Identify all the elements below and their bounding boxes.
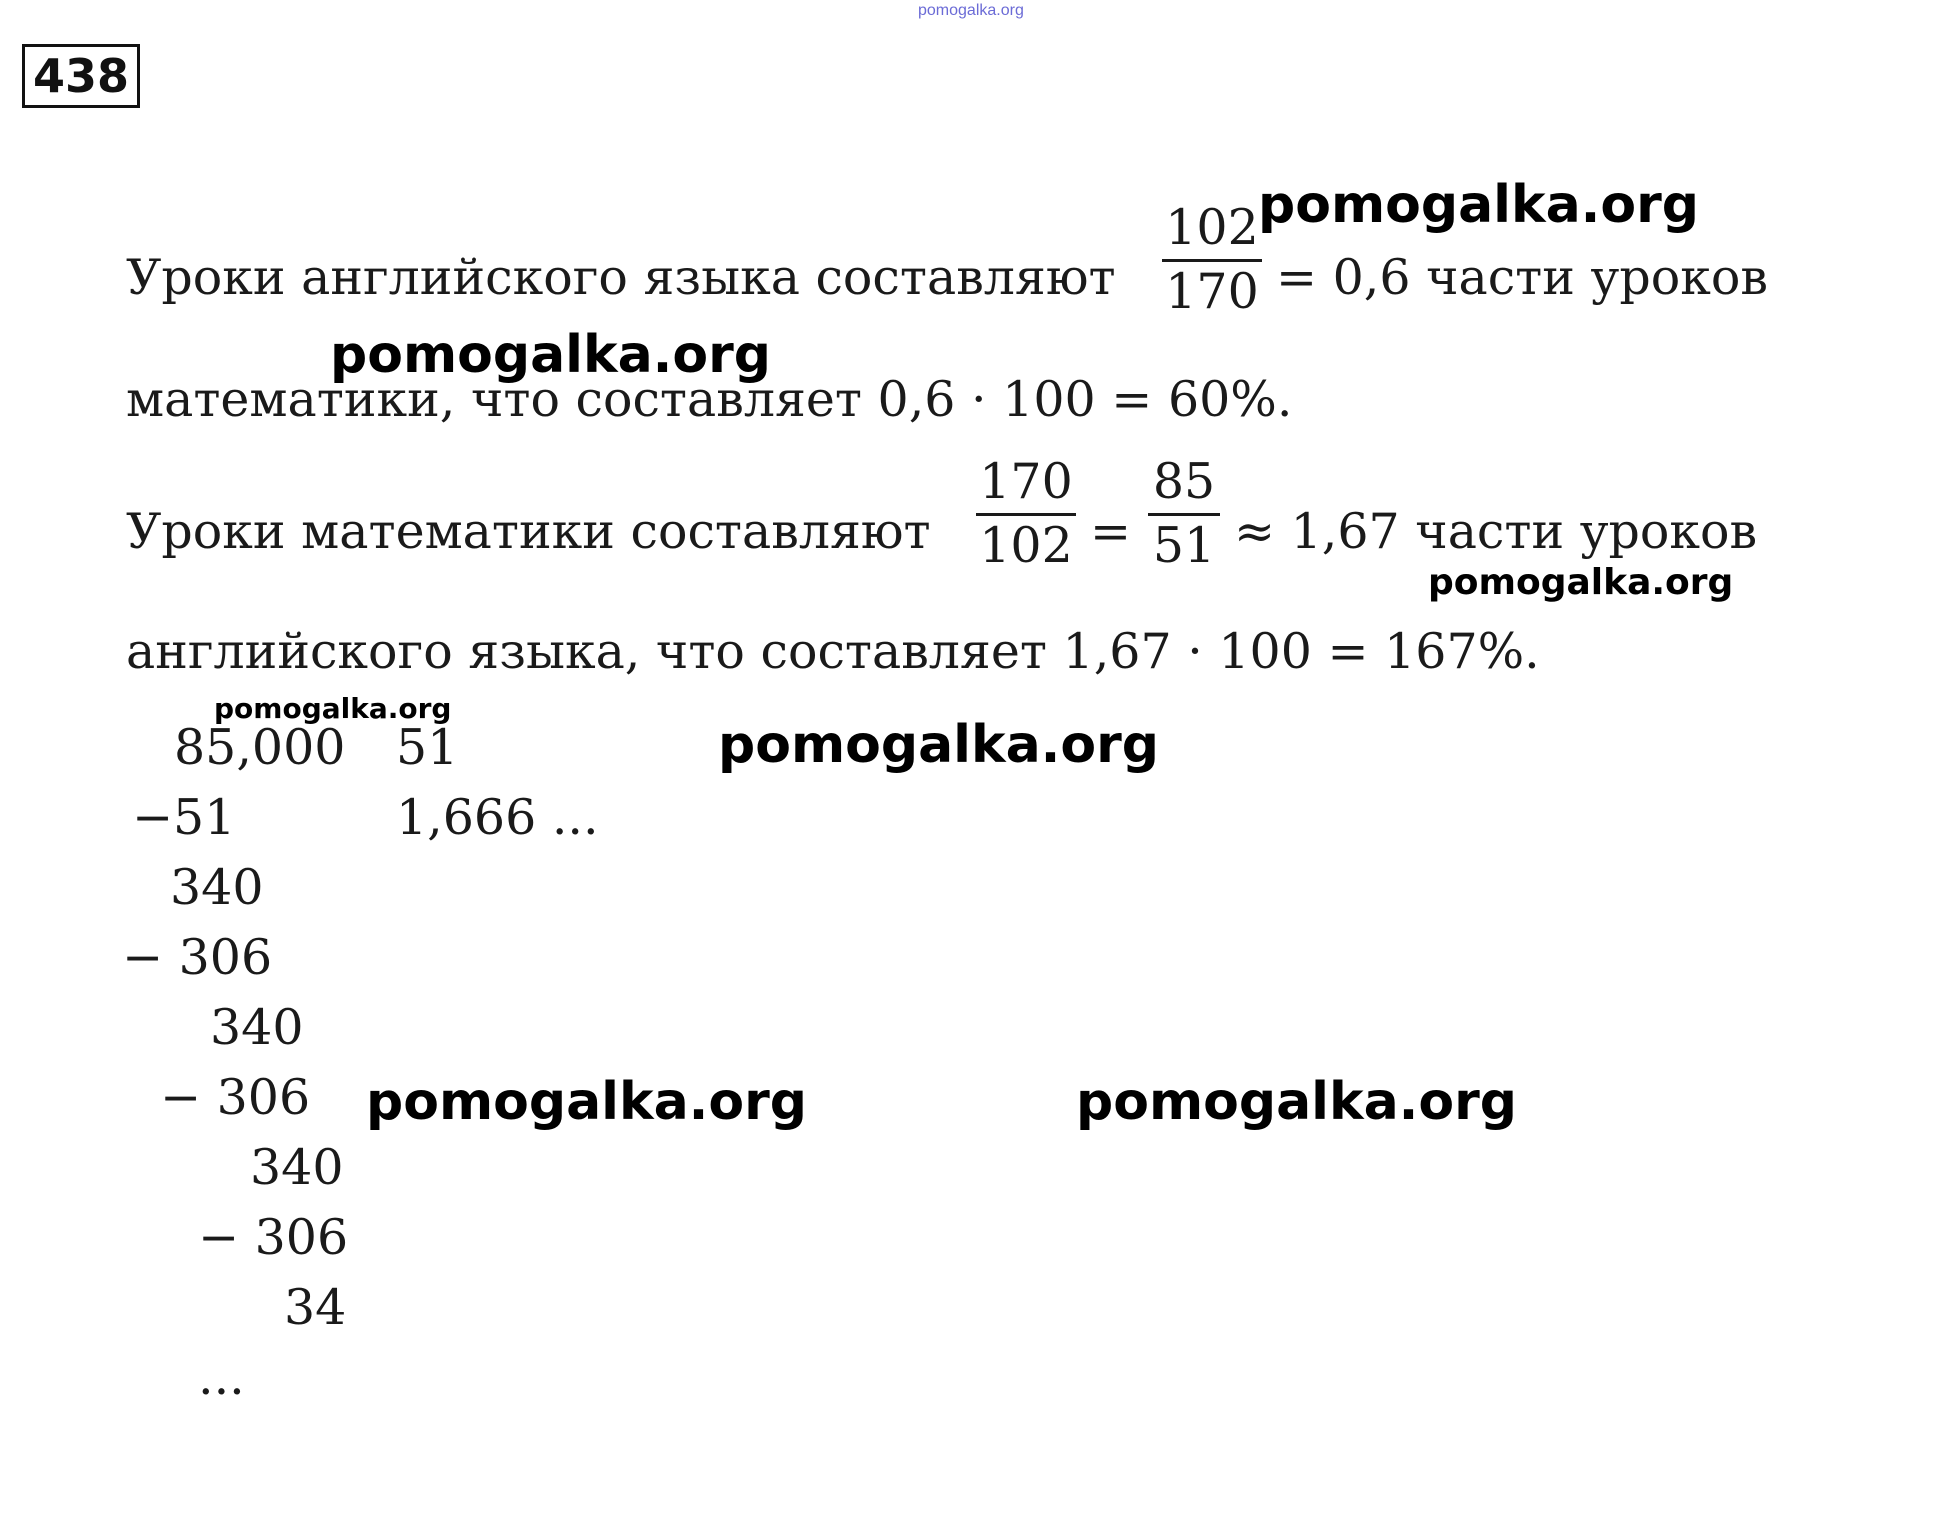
watermark-text: pomogalka.org: [366, 1072, 808, 1132]
division-step: − 306: [122, 929, 273, 986]
fraction-170-102: [976, 454, 1076, 574]
quotient: 1,666 ...: [396, 789, 599, 846]
fraction-denominator: 170: [1165, 263, 1259, 320]
division-step: 34: [284, 1279, 347, 1336]
para2-line1-tail: ≈ 1,67 части уроков: [1234, 503, 1758, 560]
fraction-bar: [1148, 513, 1220, 516]
divisor: 51: [396, 719, 459, 776]
top-watermark: pomogalka.org: [918, 2, 1024, 19]
division-step: −51: [132, 789, 236, 846]
para1-line1-text: Уроки английского языка составляют: [126, 249, 1116, 306]
fraction-denominator: 51: [1152, 517, 1216, 574]
watermark-text: pomogalka.org: [1258, 175, 1700, 235]
para2-line2: английского языка, что составляет 1,67 · 100 = 167%.: [126, 623, 1540, 680]
fraction-85-51: [1148, 454, 1220, 574]
fraction-numerator: 85: [1152, 453, 1216, 510]
fraction-numerator: 102: [1165, 199, 1259, 256]
watermark-text: pomogalka.org: [1428, 562, 1734, 603]
para2-line1-text: Уроки математики составляют: [126, 503, 931, 560]
problem-number: 438: [22, 44, 140, 108]
division-step: 340: [170, 859, 264, 916]
division-step: − 306: [198, 1209, 349, 1266]
para1-line2: математики, что составляет 0,6 · 100 = 60%.: [126, 371, 1293, 428]
fraction-denominator: 102: [979, 517, 1073, 574]
watermark-text: pomogalka.org: [214, 692, 452, 725]
para1-line1-tail: = 0,6 части уроков: [1276, 249, 1768, 306]
dividend: 85,000: [174, 719, 346, 776]
division-step: 340: [250, 1139, 344, 1196]
watermark-text: pomogalka.org: [1076, 1072, 1518, 1132]
watermark-text: pomogalka.org: [718, 715, 1160, 775]
watermark-text: pomogalka.org: [330, 325, 772, 385]
fraction-bar: [976, 513, 1076, 516]
fraction-102-170: [1162, 200, 1262, 320]
fraction-bar: [1162, 259, 1262, 262]
division-step: 340: [210, 999, 304, 1056]
division-step: − 306: [160, 1069, 311, 1126]
equals-sign: =: [1090, 503, 1132, 560]
fraction-numerator: 170: [979, 453, 1073, 510]
division-step: ...: [198, 1349, 245, 1406]
